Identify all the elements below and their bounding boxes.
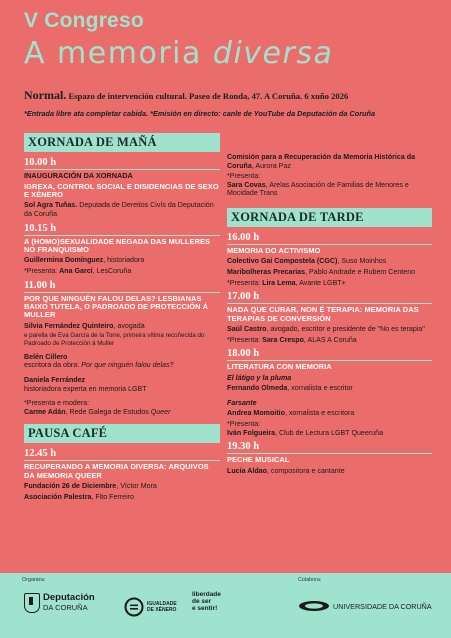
speaker-maribolheras: Maribolheras Precarias, Pablo Andrade e Rubem Centeno [227,267,416,276]
congress-number: V Congreso [24,9,144,32]
igualdade-logo: IGUALDADE DE XÉNERO [124,597,177,617]
venue-line [24,88,348,103]
speaker-cgc: Colectivo Gai Compostela (CGC), Suso Moinhos [227,257,387,266]
venue-name: Normal. [24,88,67,102]
time-1245: 12.45 h [24,447,220,461]
section-afternoon: XORNADA DE TARDE [227,208,432,227]
section-break: PAUSA CAFÉ [24,424,220,443]
crest-icon [24,593,40,613]
topic-activism: MEMORIA DO ACTIVISMO [227,245,321,255]
time-1100: 11.00 h [24,279,220,293]
book-farsante: Farsante [227,398,257,407]
speaker-aldao: Lucía Aldao, compositora e cantante [227,466,345,475]
inauguration: INAUGURACIÓN DA XORNADA [24,171,133,180]
speaker-quinteiro: Silvia Fernández Quinteiro, avogada [24,321,145,330]
liberdade-logo: liberdade de ser e sentir! [192,591,221,612]
time-1000: 10.00 h [24,156,220,170]
speaker-fundacion: Fundación 26 de Diciembre, Víctor Mora [24,482,157,491]
udc-emblem-icon [298,600,330,612]
time-1800: 18.00 h [227,347,432,361]
title-part-b: diversa [212,36,334,71]
poster-header [24,10,441,76]
venue-address: Espazo de intervención cultural. Paseo de Ronda, 47. A Coruña. [66,91,303,101]
presenter-lema: *Presenta: Lira Lema, Avante LGBT+ [227,278,346,287]
topic-padroado: POR QUE NINGUÉN FALOU DELAS? LESBIANAS BAIXO TUTELA, O PADROADO DE PROTECCIÓN Á MULLER [24,293,209,320]
colabora-label: Colabora: [298,577,322,583]
speaker-palestra: Asociación Palestra, Fito Ferreiro [24,492,134,501]
organiza-label: Organiza: [22,577,46,583]
right-column [227,151,432,475]
deputacion-logo: Deputación DA CORUÑA [24,593,95,613]
topic-literature: LITERATURA CON MEMORIA [227,362,332,372]
equality-icon [124,597,144,617]
presenter-folgueira: *Presenta: Iván Folgueira, Club de Lectura LGBT Queeruña [227,419,384,437]
speaker-cillero: Belén Cillero escritora da obra: Por que ninguén falou delas? [24,352,174,370]
presenter-adan: *Presenta e modera: Carme Adán, Rede Galega de Estudos Queer [24,399,171,416]
footer [0,573,451,638]
speaker-olmeda: Fernando Olmeda, xornalista e escritor [227,384,353,393]
left-column [24,133,220,501]
presenter-garci: *Presenta: Ana Garcí, LesCoruña [24,266,132,275]
congress-title [24,32,441,76]
topic-conversion: NADA QUE CURAR, NON É TERAPIA: MEMORIA DAS TERAPIAS DE CONVERSIÓN [227,305,419,323]
event-date: 6 xuño 2026 [304,91,349,101]
topic-franquismo: A (HOMO)SEXUALIDADE NEGADA DAS MULLERES NO FRANQUISMO [24,236,211,254]
entry-notes: *Entrada libre ata completar cabida. *Emisión en directo: canle de YouTube da Deputación da Coruña [24,109,376,118]
speaker-momoitio: Andrea Momoitio, xornalista e escritora [227,409,355,418]
time-1015: 10.15 h [24,222,220,236]
speaker-dominguez: Guillermina Domínguez, historiadora [24,256,145,265]
speaker-agra: Sol Agra Tuñas. Deputada de Dereitos Civís da Deputación da Coruña [24,201,214,218]
topic-music: PECHE MUSICAL [227,455,290,465]
speaker-castro: Saúl Castro, avogado, escritor e presidente de "No es terapia" [227,324,425,333]
presenter-crespo: *Presenta: Sara Crespo, ALAS A Coruña [227,335,357,344]
presenter-covas: *Presenta: Sara Covas, Arelas Asociación de Familias de Menores e Mocidade Trans [227,172,409,198]
title-part-a: A memoria [24,36,213,71]
udc-logo: UNIVERSIDADE DA CORUÑA [298,600,432,612]
time-1700: 17.00 h [227,290,432,304]
book-latigo: El látigo y la pluma [227,373,292,382]
speaker-quinteiro-desc: e parella de Eva García de la Torre, primeira vítima recoñecida do Padroado de Protección á Muller [24,332,205,347]
time-1930: 19.30 h [227,440,432,454]
section-morning: XORNADA DE MAÑÁ [24,133,220,152]
topic-church: IGREXA, CONTROL SOCIAL E DISIDENCIAS DE SEXO E XÉNERO [24,181,219,199]
speaker-ferrandez: Daniela Ferrández historiadora experta en memoria LGBT [24,375,147,393]
time-1600: 16.00 h [227,231,432,245]
topic-archives: RECUPERANDO A MEMORIA DIVERSA: ARQUIVOS DA MEMORIA QUEER [24,462,209,480]
speaker-comision: Comisión para a Recuperación da Memoria Histórica da Coruña, Aurora Paz [227,153,416,170]
